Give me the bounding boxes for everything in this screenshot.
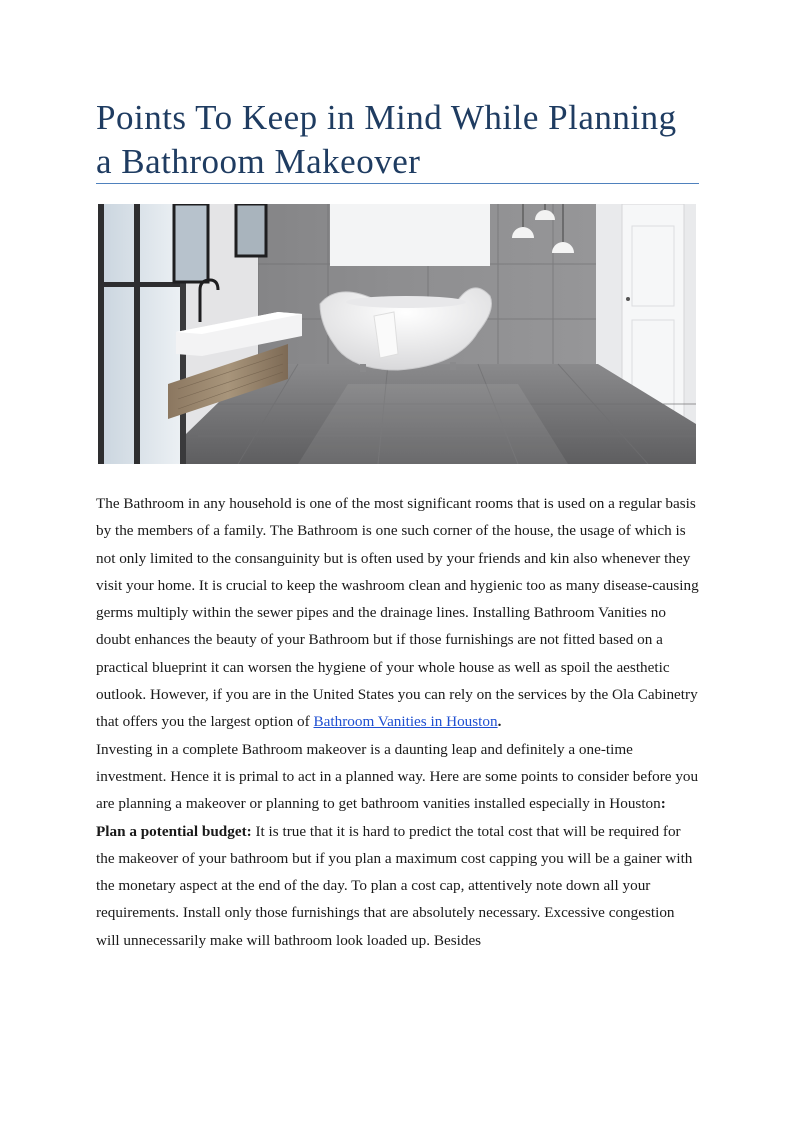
investing-paragraph — [96, 736, 700, 818]
title-underline — [96, 183, 699, 184]
bathroom-photo — [98, 204, 696, 464]
intro-end: . — [497, 713, 502, 731]
budget-text: It is true that it is hard to predict the total cost that will be required for the makeover of your bathroom but if you plan a maximum cost capping you will be a gainer with the monetary aspect at the end of the day. To plan a cost cap, attentively note down all your requirements. Install only those furnishings that are absolutely necessary. Excessive congestion will unnecessarily make will bathroom look loaded up. Besides — [96, 822, 693, 949]
intro-text: The Bathroom in any household is one of the most significant rooms that is used on a regular basis by the members of a family. The Bathroom is one such corner of the house, the usage of which is not only limited to the consanguinity but is often used by your friends and kin also whenever they visit your home. It is crucial to keep the washroom clean and hygienic too as many disease-causing germs multiply within the sewer pipes and the drainage lines. Installing Bathroom Vanities no doubt enhances the beauty of your Bathroom but if those furnishings are not fitted based on a practical blueprint it can worsen the hygiene of your whole house as well as spoil the aesthetic outlook. However, if you are in the United States you can rely on the services by the Ola Cabinetry that offers you the largest option of — [96, 495, 699, 731]
article-body — [96, 490, 700, 954]
investing-text: Investing in a complete Bathroom makeover is a daunting leap and definitely a one-time investment. Hence it is primal to act in a planned way. Here are some points to consider before you are planning a makeover or planning to get bathroom vanities installed especially in Houston — [96, 740, 699, 813]
page-title: Points To Keep in Mind While Planning a Bathroom Makeover — [96, 98, 677, 181]
investing-end: : — [660, 795, 666, 813]
budget-paragraph — [96, 818, 700, 954]
intro-paragraph — [96, 490, 700, 736]
bathroom-vanities-link[interactable]: Bathroom Vanities in Houston — [313, 713, 498, 731]
budget-heading: Plan a potential budget: — [96, 822, 252, 840]
